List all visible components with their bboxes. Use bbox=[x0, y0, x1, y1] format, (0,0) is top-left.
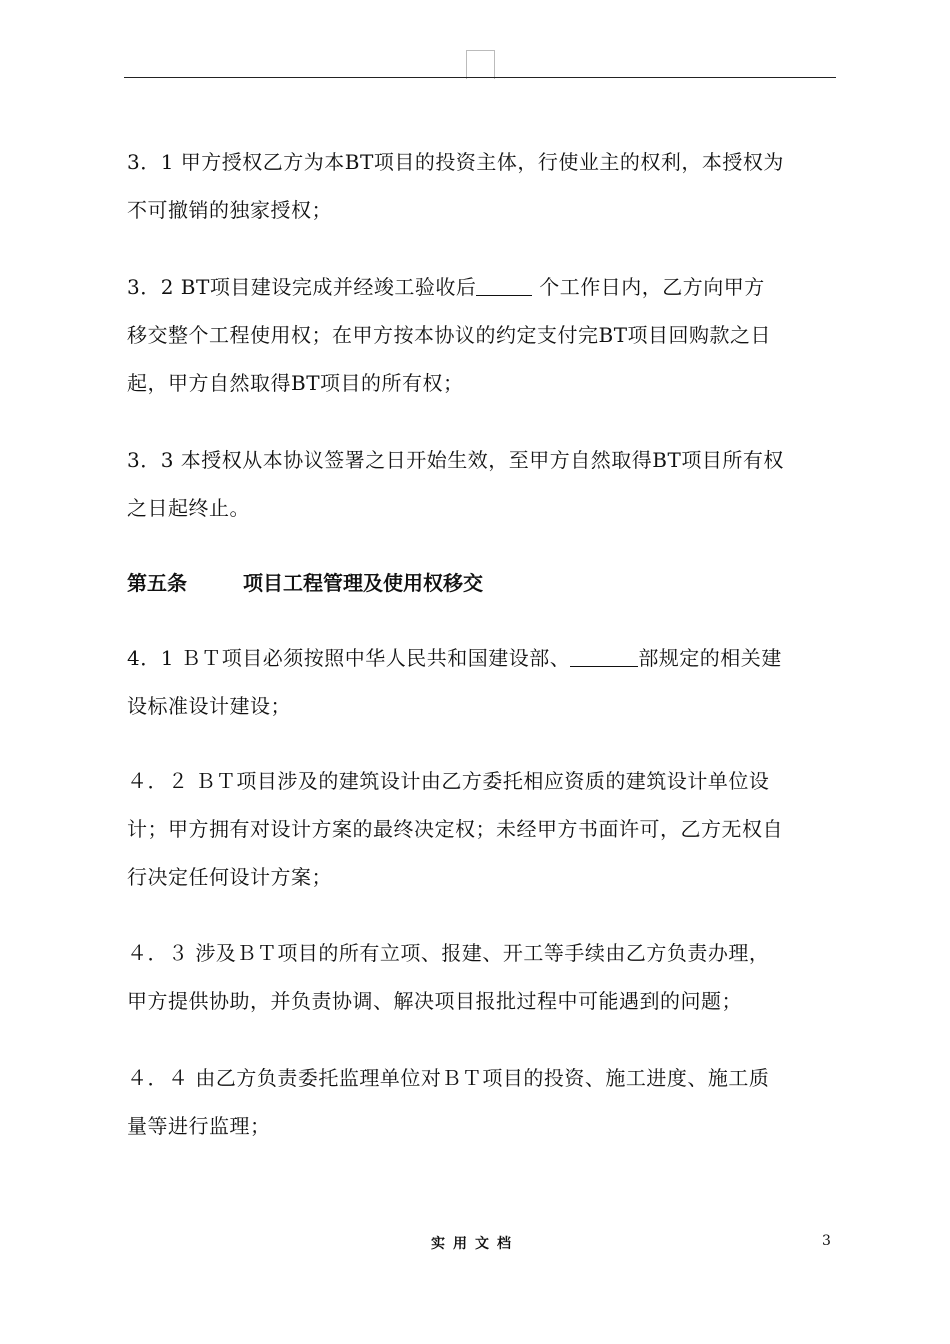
section-title: 项目工程管理及使用权移交 bbox=[243, 571, 483, 595]
clause-line bbox=[127, 634, 835, 682]
clause-4-1 bbox=[127, 634, 835, 730]
clause-line: 3．1 甲方授权乙方为本BT项目的投资主体，行使业主的权利，本授权为 bbox=[127, 150, 784, 174]
clause-3-1 bbox=[127, 138, 835, 234]
clause-line: 3．3 本授权从本协议签署之日开始生效，至甲方自然取得BT项目所有权 bbox=[127, 448, 784, 472]
clause-line: 量等进行监理； bbox=[127, 1114, 271, 1138]
clause-line: ４．４ 由乙方负责委托监理单位对ＢＴ项目的投资、施工进度、施工质 bbox=[127, 1066, 770, 1090]
clause-line: 起，甲方自然取得BT项目的所有权； bbox=[127, 371, 464, 395]
section-heading bbox=[127, 563, 483, 603]
clause-text: 部规定的相关建 bbox=[638, 646, 782, 670]
clause-line: ４．２ ＢＴ项目涉及的建筑设计由乙方委托相应资质的建筑设计单位设 bbox=[127, 769, 770, 793]
clause-line: 设标准设计建设； bbox=[127, 694, 291, 718]
clause-line bbox=[127, 263, 835, 311]
clause-4-2 bbox=[127, 757, 835, 901]
fill-blank bbox=[476, 275, 532, 296]
clause-line: ４．３ 涉及ＢＴ项目的所有立项、报建、开工等手续由乙方负责办理， bbox=[127, 941, 770, 965]
footer-label: 实用文档 bbox=[431, 1236, 519, 1252]
clause-line: 行决定任何设计方案； bbox=[127, 865, 332, 889]
clause-text: 3．2 BT项目建设完成并经竣工验收后 bbox=[127, 275, 477, 299]
clause-3-2 bbox=[127, 263, 835, 407]
page-number: 3 bbox=[822, 1233, 831, 1249]
clause-4-3 bbox=[127, 929, 835, 1025]
clause-3-3 bbox=[127, 436, 835, 532]
header-box bbox=[466, 50, 495, 79]
clause-line: 之日起终止。 bbox=[127, 496, 250, 520]
clause-4-4 bbox=[127, 1054, 835, 1150]
clause-text: 4．1 ＢＴ项目必须按照中华人民共和国建设部、 bbox=[127, 646, 571, 670]
clause-line: 计；甲方拥有对设计方案的最终决定权；未经甲方书面许可，乙方无权自 bbox=[127, 817, 783, 841]
clause-line: 移交整个工程使用权；在甲方按本协议的约定支付完BT项目回购款之日 bbox=[127, 323, 772, 347]
section-number: 第五条 bbox=[127, 571, 187, 595]
header-rule bbox=[124, 77, 836, 78]
fill-blank bbox=[570, 646, 638, 667]
clause-line: 不可撤销的独家授权； bbox=[127, 198, 332, 222]
clause-text: 个工作日内，乙方向甲方 bbox=[532, 275, 765, 299]
clause-line: 甲方提供协助，并负责协调、解决项目报批过程中可能遇到的问题； bbox=[127, 989, 742, 1013]
